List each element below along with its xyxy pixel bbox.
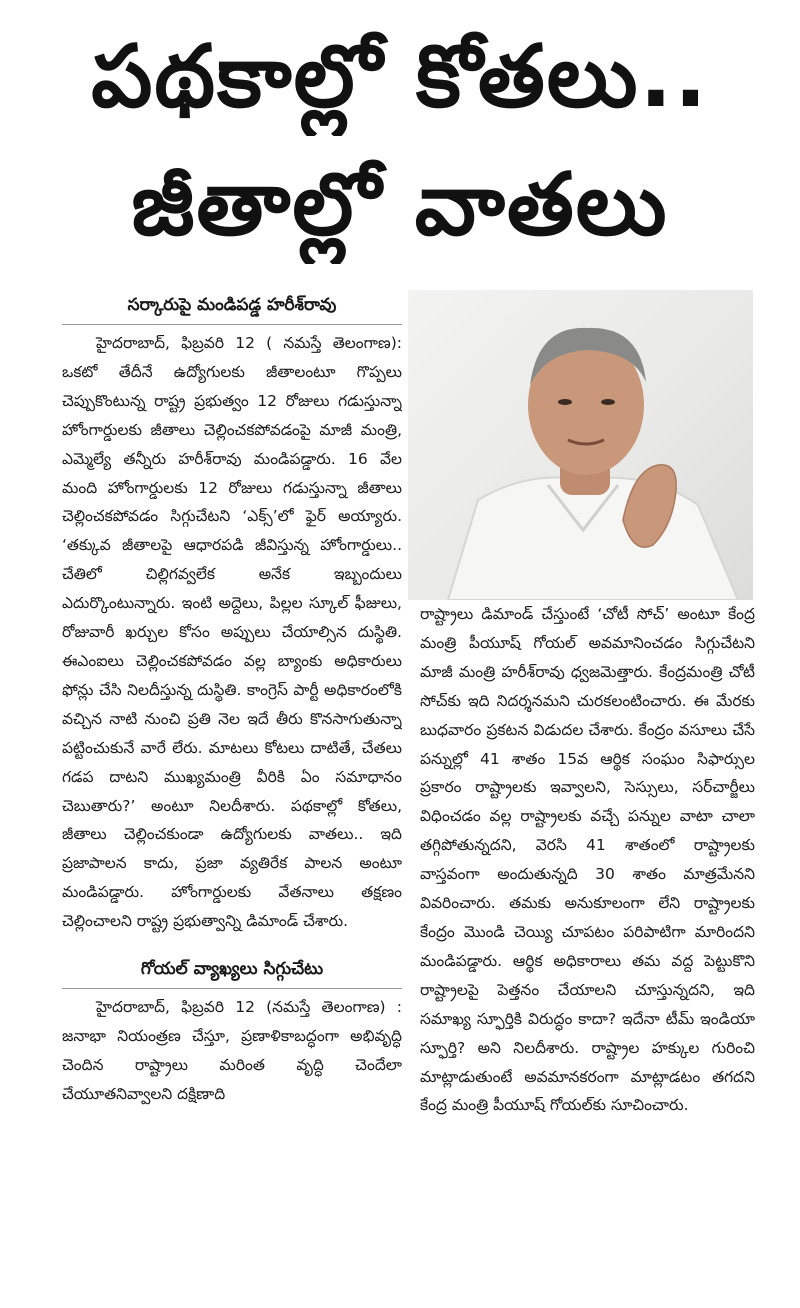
article-2-subhead: గోయల్ వ్యాఖ్యలు సిగ్గుచేటు bbox=[62, 954, 402, 989]
article-2-body-right: రాష్ట్రాలు డిమాండ్ చేస్తుంటే ‘చోటీ సోచ్’ అంటూ కేంద్ర మంత్రి పీయూష్ గోయల్ అవమానించడం సిగ్గుచేటని మాజీ మంత్రి హరీశ్‌రావు ధ్వజమెత్తారు. కేంద్రమంత్రి చోటీ సోచ్‌కు ఇది నిదర్శనమని చురకలంటించారు. ఈ మేరకు బుధవారం ప్రకటన విడుదల చేశారు. కేంద్రం వసూలు చేసే పన్నుల్లో 41 శాతం 15వ ఆర్థిక సంఘం సిఫార్సుల ప్రకారం రాష్ట్రాలకు ఇవ్వాలని, సెస్సులు, సర్‌చార్జీలు విధించడం వల్ల రాష్ట్రాలకు వచ్చే పన్నుల వాటా చాలా తగ్గిపోతున్నదని, వెరసి 41 శాతంలో రాష్ట్రాలకు వాస్తవంగా అందుతున్నది 30 శాతం మాత్రమేనని వివరించారు. తమకు అనుకూలంగా లేని రాష్ట్రాలకు కేంద్రం మొండి చెయ్యి చూపటం పరిపాటిగా మారిందని మండిపడ్డారు. ఆర్థిక అధికారాలు తమ వద్ద పెట్టుకొని రాష్ట్రాలపై పెత్తనం చేయాలని చూస్తున్నదని, ఇది సమాఖ్య స్ఫూర్తికి విరుద్ధం కాదా? ఇదేనా టీమ్ ఇండియా స్ఫూర్తి? అని నిలదీశారు. రాష్ట్రాల హక్కుల గురించి మాట్లాడుతుంటే అవమానకరంగా మాట్లాడటం తగదని కేంద్ర మంత్రి పీయూష్ గోయల్‌కు సూచించారు. bbox=[420, 605, 755, 1115]
portrait-illustration bbox=[408, 290, 753, 600]
article-2-body-left: హైదరాబాద్, ఫిబ్రవరి 12 (నమస్తే తెలంగాణ) : జనాభా నియంత్రణ చేస్తూ, ప్రణాళికాబద్ధంగా అభివృద్ధి చెందిన రాష్ట్రాలు మరింత వృద్ధి చెందేలా చేయూతనివ్వాలని దక్షిణాది bbox=[62, 998, 402, 1103]
politician-photo bbox=[408, 290, 753, 600]
right-eye bbox=[601, 399, 615, 405]
headline-line-2: జీతాల్లో వాతలు bbox=[131, 155, 669, 255]
article-1-body: హైదరాబాద్, ఫిబ్రవరి 12 ( నమస్తే తెలంగాణ): ఒకటో తేదీనే ఉద్యోగులకు జీతాలంటూ గొప్పలు చెప్పుకొంటున్న రాష్ట్ర ప్రభుత్వం 12 రోజులు గడుస్తున్నా హోంగార్డులకు జీతాలు చెల్లించకపోవడంపై మాజీ మంత్రి, ఎమ్మెల్యే తన్నీరు హరీశ్‌రావు మండిపడ్డారు. 16 వేల మంది హోంగార్డులకు 12 రోజులు గడుస్తున్నా జీతాలు చెల్లించకపోవడం సిగ్గుచేటని ‘ఎక్స్’లో ఫైర్ అయ్యారు. ‘తక్కువ జీతాలపై ఆధారపడి జీవిస్తున్న హోంగార్డులు.. చేతిలో చిల్లిగవ్వలేక అనేక ఇబ్బందులు ఎదుర్కొంటున్నారు. ఇంటి అద్దెలు, పిల్లల స్కూల్ ఫీజులు, రోజువారీ ఖర్చుల కోసం అప్పులు చేయాల్సిన దుస్థితి. ఈఎంఐలు చెల్లించకపోవడం వల్ల బ్యాంకు అధికారులు ఫోన్లు చేసి నిలదీస్తున్న దుస్థితి. కాంగ్రెస్ పార్టీ అధికారంలోకి వచ్చిన నాటి నుంచి ప్రతి నెల ఇదే తీరు కొనసాగుతున్నా పట్టించుకునే వారే లేరు. మాటలు కోటలు దాటితే, చేతలు గడప దాటని ముఖ్యమంత్రి వీరికి ఏం సమాధానం చెబుతారు?’ అంటూ నిలదీశారు. పథకాల్లో కోతలు, జీతాలు చెల్లించకుండా ఉద్యోగులకు వాతలు.. ఇది ప్రజాపాలన కాదు, ప్రజా వ్యతిరేక పాలన అంటూ మండిపడ్డారు. హోంగార్డులకు వేతనాలు తక్షణం చెల్లించాలని రాష్ట్ర ప్రభుత్వాన్ని డిమాండ్ చేశారు. bbox=[62, 334, 402, 931]
article-1-subhead: సర్కారుపై మండిపడ్డ హరీశ్‌రావు bbox=[62, 290, 402, 325]
right-column bbox=[420, 600, 755, 1300]
left-eye bbox=[558, 399, 572, 405]
shirt-shape bbox=[448, 478, 738, 601]
headline-line-1: పథకాల్లో కోతలు.. bbox=[91, 27, 709, 127]
left-column bbox=[62, 290, 402, 1300]
